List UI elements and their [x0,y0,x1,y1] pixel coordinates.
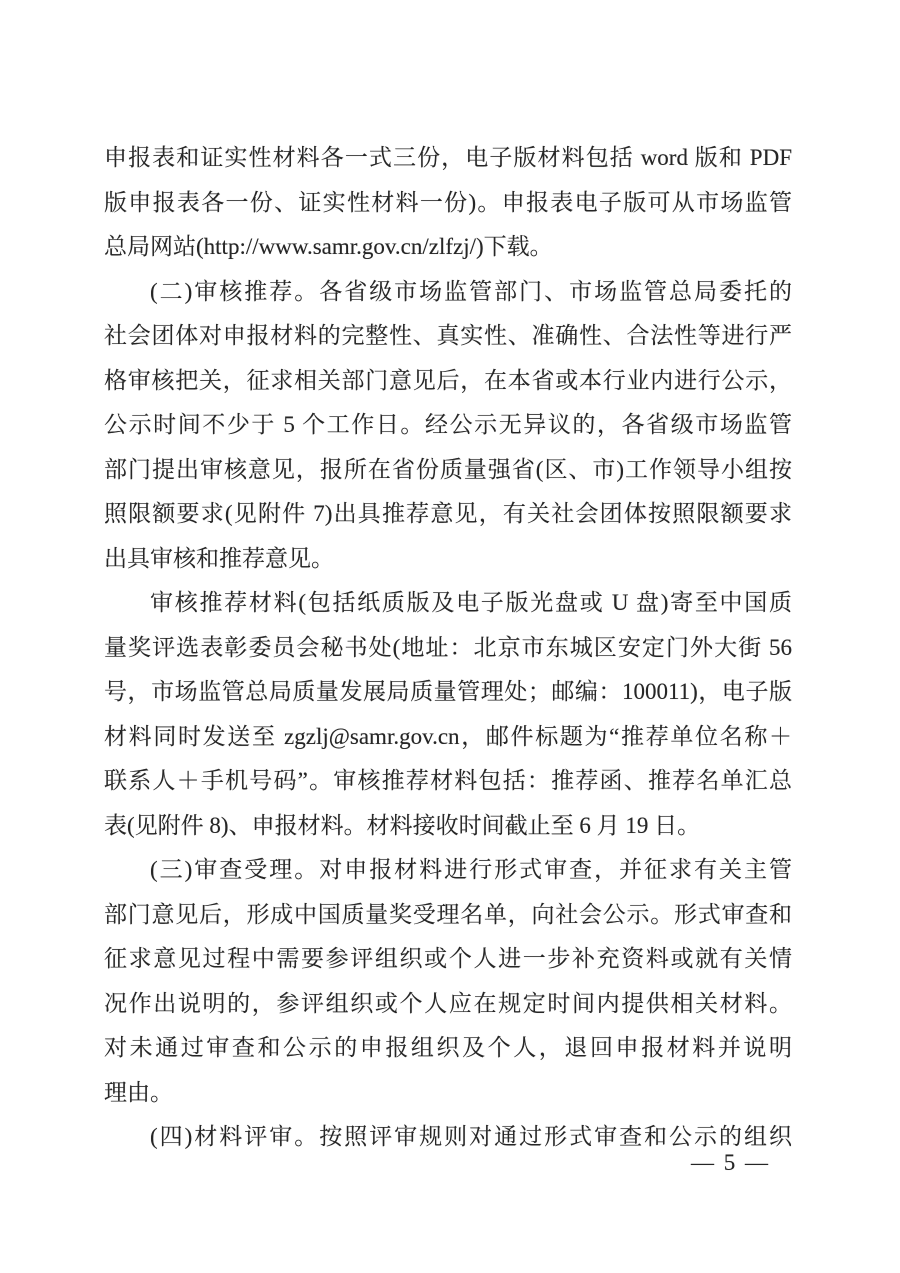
text-line: 公示时间不少于 5 个工作日。经公示无异议的，各省级市场监管 [104,412,792,437]
text-line: 材料同时发送至 zgzlj@samr.gov.cn，邮件标题为“推荐单位名称＋ [104,723,792,749]
text-line: 版申报表各一份、证实性材料一份)。申报表电子版可从市场监管 [104,189,792,215]
text-line: 审核推荐材料(包括纸质版及电子版光盘或 U 盘)寄至中国质 [150,590,792,615]
text-line: 况作出说明的，参评组织或个人应在规定时间内提供相关材料。 [104,990,792,1016]
text-line: 量奖评选表彰委员会秘书处(地址：北京市东城区安定门外大街 56 [104,634,792,660]
text-line: 出具审核和推荐意见。 [104,545,334,571]
text-line: 申报表和证实性材料各一式三份，电子版材料包括 word 版和 PDF [104,145,792,170]
text-line: 社会团体对申报材料的完整性、真实性、准确性、合法性等进行严 [104,323,792,348]
text-line: 表(见附件 8)、申报材料。材料接收时间截止至 6 月 19 日。 [104,812,701,838]
text-line: (四)材料评审。按照评审规则对通过形式审查和公示的组织 [150,1124,792,1149]
text-line: 对未通过审查和公示的申报组织及个人，退回申报材料并说明 [104,1035,792,1060]
text-line: 部门提出审核意见，报所在省份质量强省(区、市)工作领导小组按 [104,456,792,482]
text-line: 理由。 [104,1079,173,1105]
text-line: 照限额要求(见附件 7)出具推荐意见，有关社会团体按照限额要求 [104,501,792,526]
text-line: 联系人＋手机号码”。审核推荐材料包括：推荐函、推荐名单汇总 [104,768,792,793]
text-line: 总局网站(http://www.samr.gov.cn/zlfzj/)下载。 [104,234,553,259]
text-line: 格审核把关，征求相关部门意见后，在本省或本行业内进行公示， [104,367,792,393]
text-line: (三)审查受理。对申报材料进行形式审查，并征求有关主管 [150,857,792,882]
text-line: 号，市场监管总局质量发展局质量管理处；邮编：100011)，电子版 [104,679,792,704]
text-line: 征求意见过程中需要参评组织或个人进一步补充资料或就有关情 [104,946,792,971]
page-number: — 5 — [691,1150,770,1175]
text-line: (二)审核推荐。各省级市场监管部门、市场监管总局委托的 [150,278,792,304]
document-text-block [104,136,792,1160]
text-line: 部门意见后，形成中国质量奖受理名单，向社会公示。形式审查和 [104,901,792,927]
